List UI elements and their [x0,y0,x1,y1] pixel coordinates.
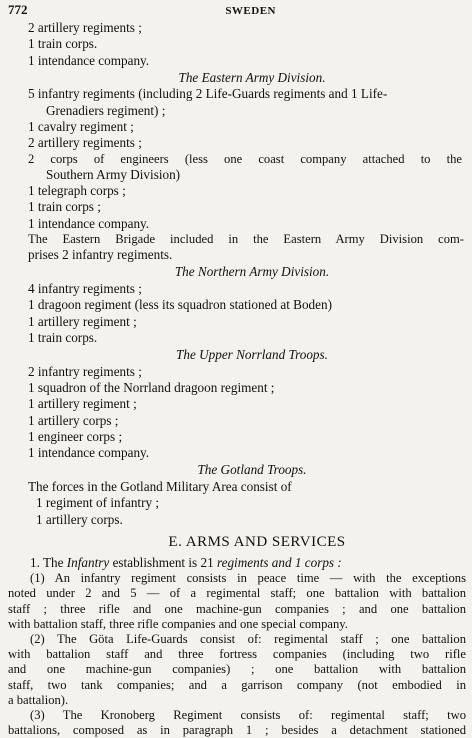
paragraph-line: noted under 2 and 5 — of a regimental staff; one battalion with battalion [8,586,466,601]
running-title: SWEDEN [225,5,276,17]
paragraph-line: with battalion staff and three fortress companies (including two rifle [8,647,466,662]
paragraph-line: battalions, composed as in paragraph 1 ; besides a detachment stationed [8,723,466,738]
list-item-continuation: Grenadiers regiment) ; [46,102,166,118]
list-item-continuation: Southern Army Division) [46,166,181,182]
arms-and-services [8,531,466,738]
list-item: 2 corps of engineers (less one coast company attached to the [28,151,462,166]
page-header [8,0,466,20]
paragraph [8,571,466,632]
paragraph-text: establishment is 21 [112,554,214,570]
list-item: 1 train corps. [28,329,98,345]
paragraph-line: a battalion). [8,692,69,707]
section-heading: The Gotland Troops. [197,462,307,478]
list-item: 1 train corps. [28,36,98,52]
list-item: 1 dragoon regiment (less its squadron stationed at Boden) [28,297,332,313]
list-item: 1 squadron of the Norrland dragoon regiment ; [28,379,275,395]
paragraph-line: (3) The Kronoberg Regiment consists of: regimental staff; two [30,707,466,722]
arm-name: Infantry [66,554,110,570]
section-heading: The Upper Norrland Troops. [176,347,328,363]
list-item: 1 artillery regiment ; [28,396,137,412]
list-item: 1 cavalry regiment ; [28,118,134,134]
paragraph-line: The Eastern Brigade included in the Eastern Army Division com- [28,231,464,246]
section-heading: The Northern Army Division. [174,264,330,280]
eastern-division [8,69,466,264]
list-item: 4 infantry regiments ; [28,280,142,296]
paragraph-line: and one machine-gun companies) ; one battalion with battalion [8,662,466,677]
section-heading: The Eastern Army Division. [178,69,326,85]
list-item: 1 artillery corps. [36,511,123,527]
list-item: 2 artillery regiments ; [28,20,142,35]
paragraph-line: (2) The Göta Life-Guards consist of: regimental staff ; one battalion [30,631,466,646]
paragraph-line: with battalion staff, three rifle companies and one special company. [8,616,348,631]
list-item: 1 engineer corps ; [28,428,123,444]
paragraph-line: staff ; three rifle and one machine-gun companies ; and one battalion [8,601,466,616]
paragraph [8,708,466,738]
gotland-troops [8,461,466,527]
paragraph [8,632,466,708]
list-item: 1 intendance company. [28,52,150,68]
paragraph-line: (1) An infantry regiment consists in peace time — with the exceptions [30,571,466,586]
list-item: 5 infantry regiments (including 2 Life-Guards regiments and 1 Life- [28,86,388,102]
section-title: E. ARMS AND SERVICES [168,533,346,550]
top-list [8,20,466,69]
list-item: 1 artillery regiment ; [28,313,137,329]
paragraph-text: The [42,554,64,570]
paragraph-number: 1. [30,554,40,570]
list-item: 2 infantry regiments ; [28,363,142,379]
paragraph-line: prises 2 infantry regiments. [28,247,173,263]
list-item: 1 intendance company. [28,215,150,231]
northern-division [8,263,466,346]
establishment-summary: regiments and 1 corps : [216,554,342,570]
list-item: 2 artillery regiments ; [28,135,142,151]
list-item: 1 telegraph corps ; [28,183,126,199]
list-item: 1 intendance company. [28,445,150,461]
list-item: 1 artillery corps ; [28,412,119,428]
list-item: 1 regiment of infantry ; [36,495,160,511]
upper-norrland-troops [8,346,466,461]
list-item: 1 train corps ; [28,199,101,215]
page-number: 772 [8,2,28,17]
paragraph-line: staff, two tank companies; and a garrison company (not embodied in [8,677,466,692]
numbered-paragraph [8,555,466,571]
paragraph-line: The forces in the Gotland Military Area consist of [28,478,292,494]
